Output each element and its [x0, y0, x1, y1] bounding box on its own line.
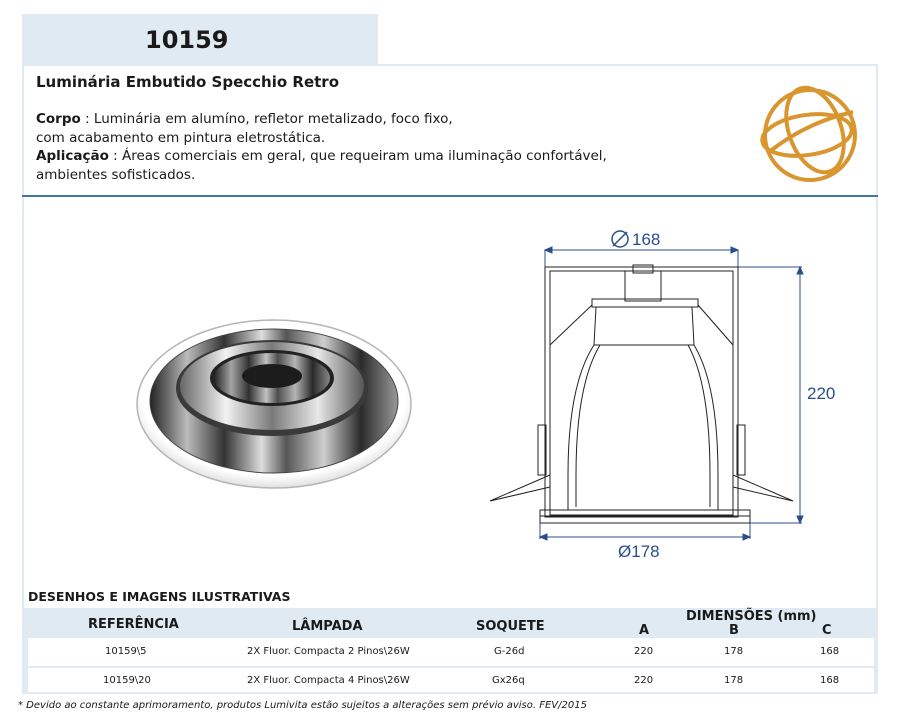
height-dimension-label: 220 — [807, 384, 836, 403]
cell-ref: 10159\5 — [105, 646, 147, 657]
aplicacao-text-1: : Áreas comerciais em geral, que requeiram uma iluminação confortável, — [108, 148, 607, 164]
col-referencia: REFERÊNCIA — [88, 617, 179, 632]
col-lampada: LÂMPADA — [292, 619, 363, 634]
luminaire-photo — [135, 318, 413, 490]
product-description — [36, 110, 607, 184]
technical-drawing — [488, 225, 808, 545]
corpo-text-1: : Luminária em alumíno, refletor metalizado, foco fixo, — [80, 111, 453, 127]
col-dimensoes: DIMENSÕES (mm) — [686, 609, 817, 624]
diameter-symbol-icon — [610, 229, 630, 249]
cell-b: 178 — [724, 675, 744, 686]
cell-a: 220 — [634, 675, 654, 686]
aplicacao-text-2: ambientes sofisticados. — [36, 166, 196, 183]
aplicacao-label: Aplicação — [36, 148, 109, 164]
footer-disclaimer: * Devido ao constante aprimoramento, produtos Lumivita estão sujeitos a alterações sem prévio aviso. FEV/2015 — [18, 700, 587, 711]
top-dimension-label: 168 — [632, 230, 661, 249]
cell-a: 220 — [634, 646, 654, 657]
section-title: DESENHOS E IMAGENS ILUSTRATIVAS — [28, 589, 291, 604]
cell-lampada: 2X Fluor. Compacta 2 Pinos\26W — [247, 646, 410, 657]
table-row — [28, 668, 874, 692]
col-a: A — [639, 623, 650, 638]
cell-soquete: G-26d — [494, 646, 525, 657]
globe-logo-icon — [757, 82, 863, 188]
product-name: Luminária Embutido Specchio Retro — [36, 73, 340, 91]
cell-b: 178 — [724, 646, 744, 657]
cell-soquete: Gx26q — [492, 675, 525, 686]
cell-c: 168 — [820, 675, 840, 686]
corpo-text-2: com acabamento em pintura eletrostática. — [36, 129, 326, 146]
corpo-label: Corpo — [36, 111, 81, 127]
product-code: 10159 — [145, 26, 229, 54]
cell-c: 168 — [820, 646, 840, 657]
col-c: C — [822, 623, 832, 638]
cell-ref: 10159\20 — [103, 675, 151, 686]
cell-lampada: 2X Fluor. Compacta 4 Pinos\26W — [247, 675, 410, 686]
table-row — [28, 638, 874, 666]
section-divider — [22, 195, 878, 197]
col-b: B — [729, 623, 739, 638]
col-soquete: SOQUETE — [476, 619, 545, 634]
bottom-dimension-label: Ø178 — [618, 542, 660, 561]
